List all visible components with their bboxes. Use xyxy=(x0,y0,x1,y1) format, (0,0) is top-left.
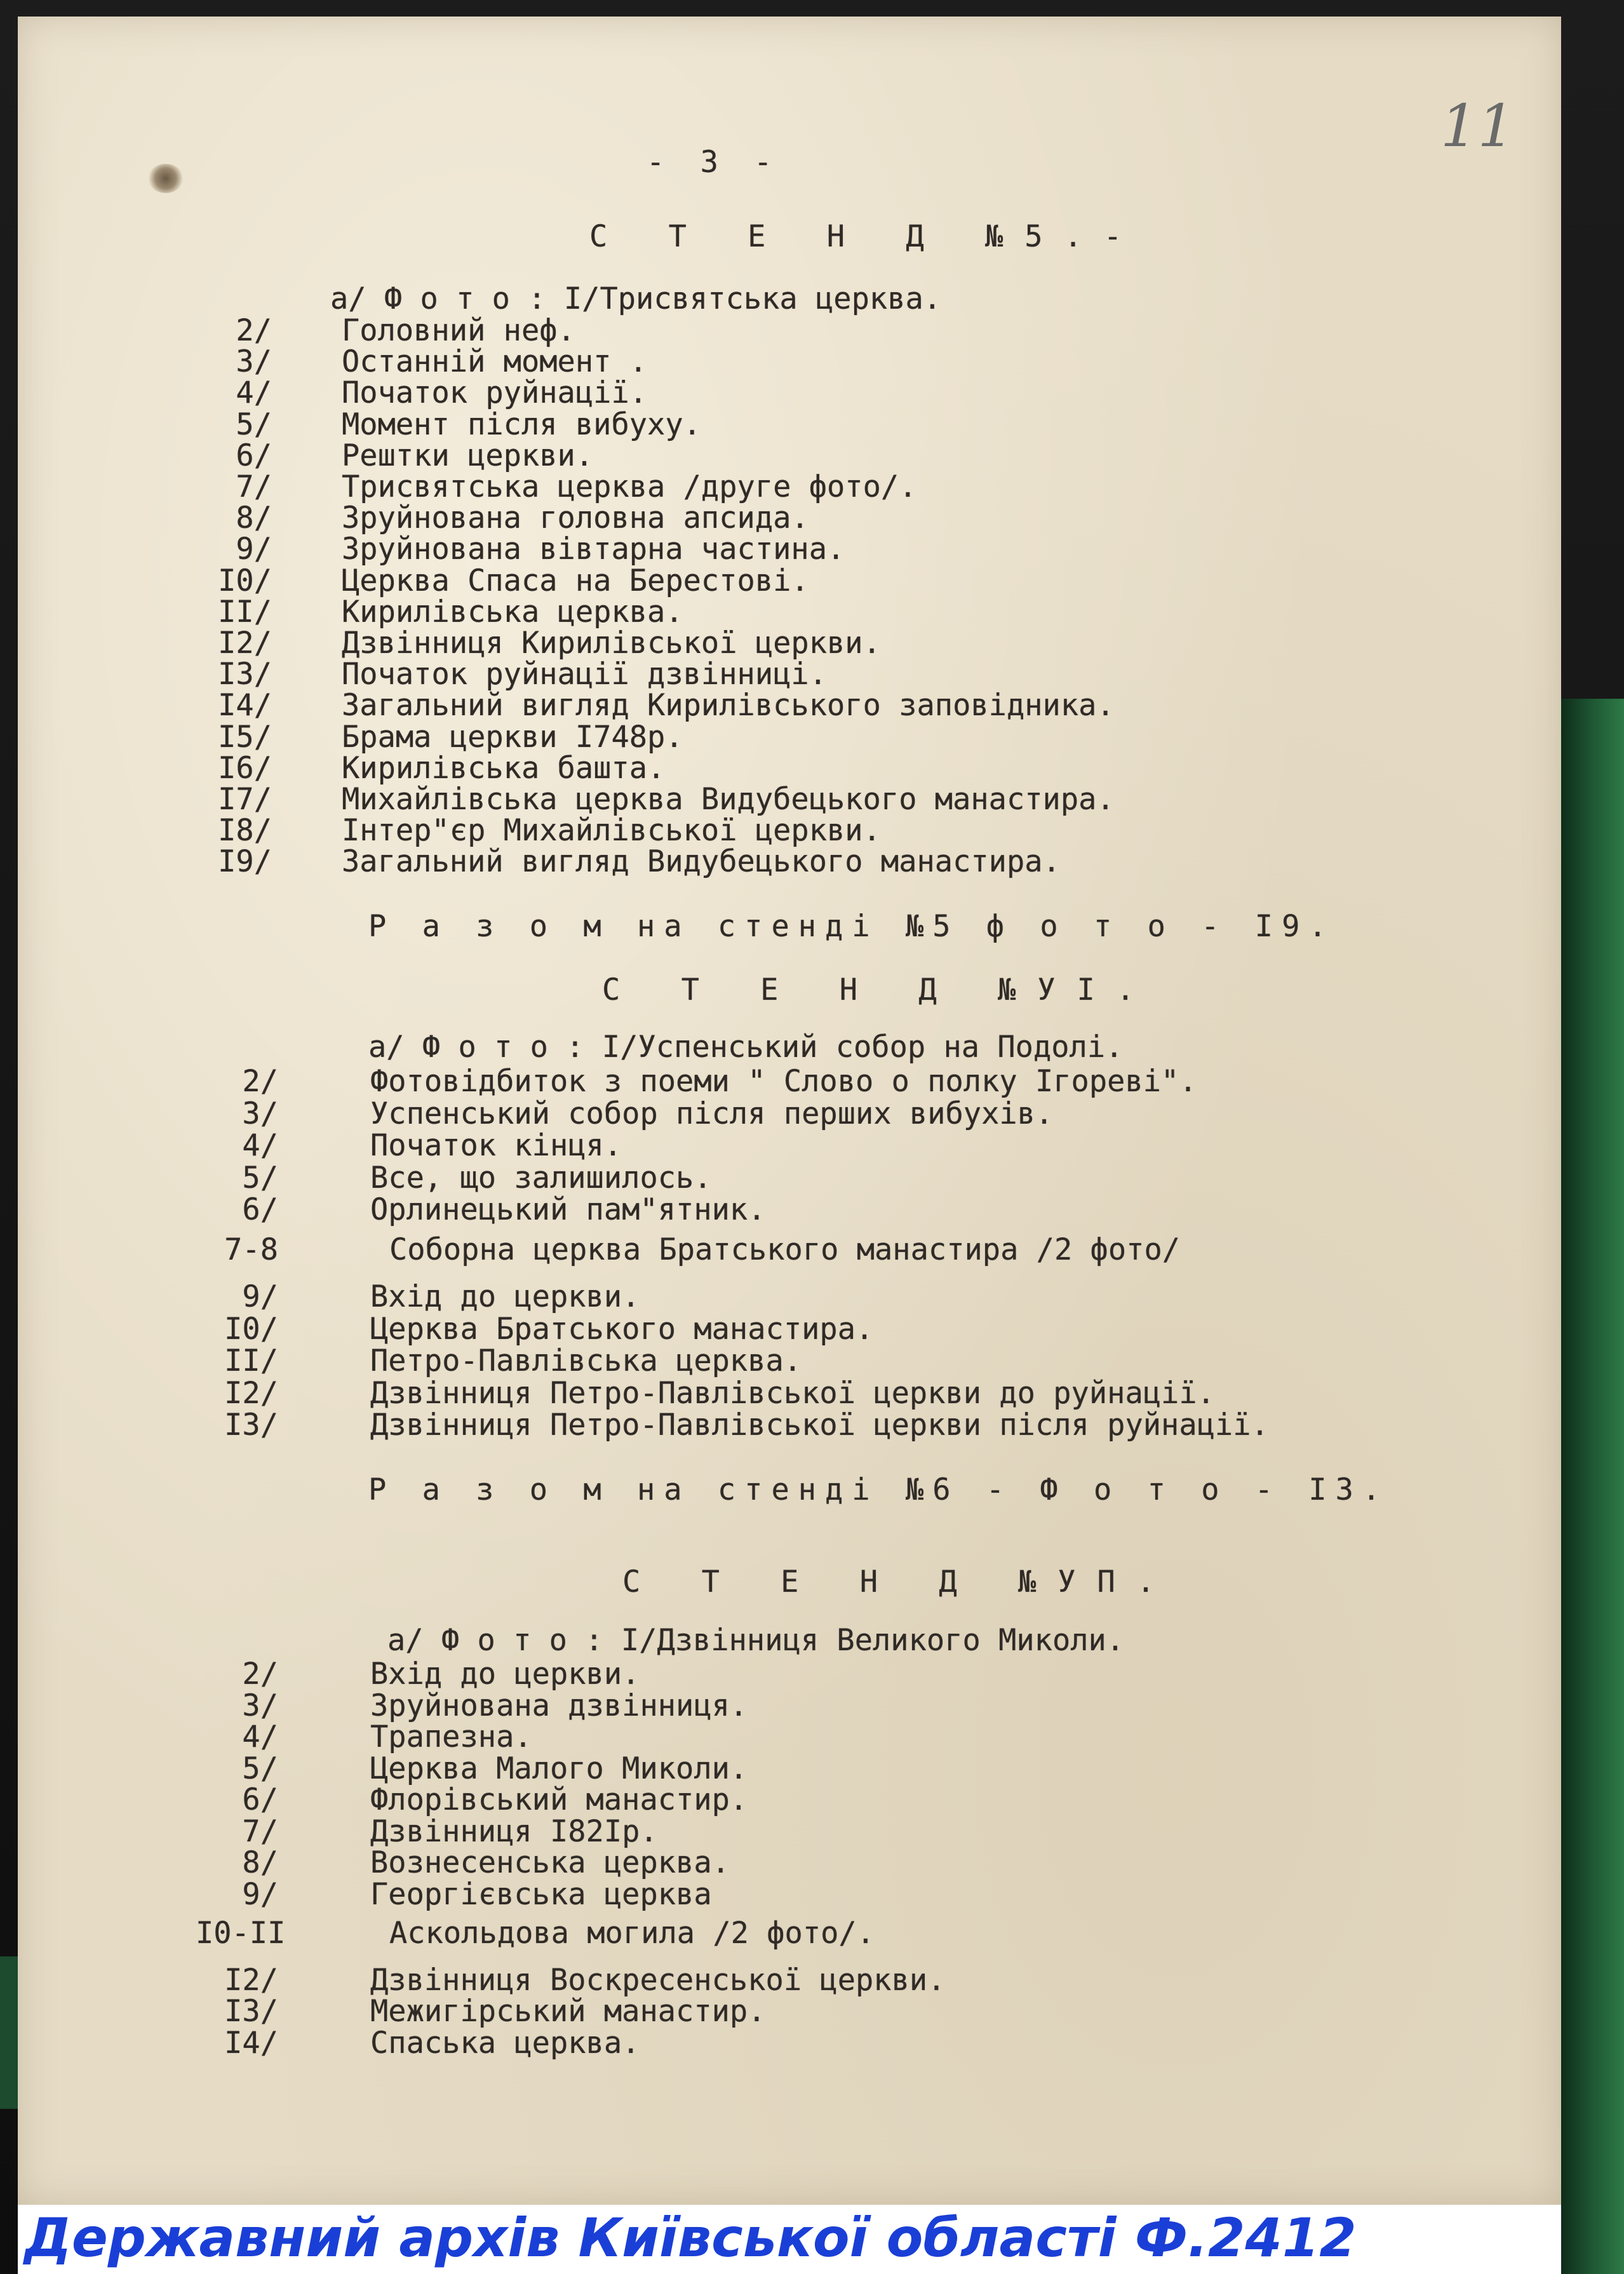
item-number: 5/ xyxy=(236,407,272,442)
list-item: Кирилівська церква. xyxy=(342,594,683,629)
list-item: Початок руйнації дзвінниці. xyxy=(342,657,828,692)
list-item: Момент після вибуху. xyxy=(342,407,701,442)
archive-banner xyxy=(18,2205,1561,2274)
list-item: Кирилівська башта. xyxy=(342,750,666,786)
list-item: Михайлівська церква Видубецького манастира. xyxy=(342,782,1115,817)
list-item: Брама церкви І748р. xyxy=(342,719,683,755)
list-item: Дзвінниця Кирилівської церкви. xyxy=(342,626,881,661)
stand-heading: С Т Е Н Д №5.- xyxy=(589,219,1144,254)
green-board-edge-left xyxy=(0,1956,19,2109)
item-number: І3/ xyxy=(218,657,272,692)
typewritten-text xyxy=(18,17,1561,2205)
item-number: І2/ xyxy=(224,1962,278,1998)
item-number: І3/ xyxy=(224,1994,278,2029)
list-item: Вознесенська церква. xyxy=(370,1845,730,1880)
photo-intro: а/ Ф о т о : І/Трисвятська церква. xyxy=(330,281,942,316)
item-number: 9/ xyxy=(236,532,272,567)
list-item: Початок руйнації. xyxy=(342,375,648,411)
item-number: 6/ xyxy=(242,1192,278,1227)
item-number: І2/ xyxy=(218,626,272,661)
item-number: 4/ xyxy=(236,375,272,411)
item-number: І4/ xyxy=(218,688,272,723)
item-number: 4/ xyxy=(242,1719,278,1754)
list-item: Зруйнована головна апсида. xyxy=(342,501,809,536)
item-number: 9/ xyxy=(242,1279,278,1314)
list-item: Церква Малого Миколи. xyxy=(370,1751,748,1786)
list-item: Дзвінниця Петро-Павлівської церкви до руйнації. xyxy=(370,1375,1215,1411)
item-number: 9/ xyxy=(242,1876,278,1912)
green-board-edge xyxy=(1559,699,1624,2274)
item-number: І9/ xyxy=(218,844,272,880)
list-item: Флорівський манастир. xyxy=(370,1782,748,1817)
item-number: І0-ІІ xyxy=(196,1916,286,1951)
list-item: Дзвінниця Воскресенської церкви. xyxy=(370,1962,946,1998)
document-page xyxy=(18,17,1561,2205)
archive-stamp: Державний архів Київської області Ф.2412 xyxy=(24,2207,1357,2269)
photo-intro: а/ Ф о т о : І/Успенський собор на Подолі. xyxy=(368,1030,1124,1065)
list-item: Георгієвська церква xyxy=(370,1876,712,1912)
item-number: 8/ xyxy=(242,1845,278,1880)
list-item: Дзвінниця Петро-Павлівської церкви після руйнації. xyxy=(370,1408,1269,1443)
list-item: Дзвінниця І82Ір. xyxy=(370,1813,658,1849)
list-item: Фотовідбиток з поеми " Слово о полку Ігореві". xyxy=(370,1064,1197,1099)
list-item: Вхід до церкви. xyxy=(370,1657,640,1692)
folio-number: 11 xyxy=(1440,92,1515,160)
item-number: 7/ xyxy=(236,469,272,504)
list-item: Межигірський манастир. xyxy=(370,1994,766,2029)
list-item: Рештки церкви. xyxy=(342,438,594,473)
item-number: І4/ xyxy=(224,2025,278,2061)
item-number: І6/ xyxy=(218,750,272,786)
list-item: Спаська церква. xyxy=(370,2025,640,2061)
item-number: 3/ xyxy=(242,1096,278,1131)
item-number: 8/ xyxy=(236,501,272,536)
item-number: І2/ xyxy=(224,1375,278,1411)
list-item: Успенський собор після перших вибухів. xyxy=(370,1096,1054,1131)
item-number: І8/ xyxy=(218,813,272,849)
item-number: І5/ xyxy=(218,719,272,755)
item-number: І7/ xyxy=(218,782,272,817)
list-item: Соборна церква Братського манастира /2 фото/ xyxy=(389,1232,1181,1267)
item-number: І0/ xyxy=(218,563,272,598)
list-item: Трапезна. xyxy=(370,1719,532,1754)
list-item: Початок кінця. xyxy=(370,1128,622,1163)
item-number: 5/ xyxy=(242,1751,278,1786)
item-number: 7-8 xyxy=(224,1232,278,1267)
item-number: 3/ xyxy=(242,1688,278,1723)
stand-heading: С Т Е Н Д №УІ. xyxy=(602,972,1157,1007)
list-item: Інтер"єр Михайлівської церкви. xyxy=(342,813,881,849)
item-number: ІІ/ xyxy=(218,594,272,629)
item-number: ІІ/ xyxy=(224,1343,278,1378)
page-number: - 3 - xyxy=(647,145,781,180)
item-number: І3/ xyxy=(224,1408,278,1443)
photo-intro: а/ Ф о т о : І/Дзвінниця Великого Миколи. xyxy=(387,1623,1125,1658)
list-item: Зруйнована дзвінниця. xyxy=(370,1688,748,1723)
item-number: 5/ xyxy=(242,1160,278,1195)
list-item: Все, що залишилось. xyxy=(370,1160,712,1195)
list-item: Загальний вигляд Видубецького манастира. xyxy=(342,844,1061,880)
item-number: 7/ xyxy=(242,1813,278,1849)
stand-total: Р а з о м на стенді №5 ф о т о - І9. xyxy=(368,909,1336,944)
item-number: І0/ xyxy=(224,1311,278,1347)
list-item: Аскольдова могила /2 фото/. xyxy=(389,1916,875,1951)
item-number: 3/ xyxy=(236,344,272,380)
stand-total: Р а з о м на стенді №6 - Ф о т о - І3. xyxy=(368,1472,1390,1507)
item-number: 2/ xyxy=(236,313,272,348)
list-item: Церква Спаса на Берестові. xyxy=(342,563,809,598)
list-item: Церква Братського манастира. xyxy=(370,1311,874,1347)
item-number: 6/ xyxy=(242,1782,278,1817)
stand-heading: С Т Е Н Д №УП. xyxy=(622,1564,1177,1599)
list-item: Загальний вигляд Кирилівського заповідника. xyxy=(342,688,1115,723)
list-item: Орлинецький пам"ятник. xyxy=(370,1192,766,1227)
item-number: 4/ xyxy=(242,1128,278,1163)
list-item: Останній момент . xyxy=(342,344,648,380)
list-item: Вхід до церкви. xyxy=(370,1279,640,1314)
list-item: Головний неф. xyxy=(342,313,575,348)
list-item: Трисвятська церква /друге фото/. xyxy=(342,469,917,504)
item-number: 2/ xyxy=(242,1657,278,1692)
list-item: Петро-Павлівська церква. xyxy=(370,1343,802,1378)
list-item: Зруйнована вівтарна частина. xyxy=(342,532,845,567)
item-number: 2/ xyxy=(242,1064,278,1099)
item-number: 6/ xyxy=(236,438,272,473)
